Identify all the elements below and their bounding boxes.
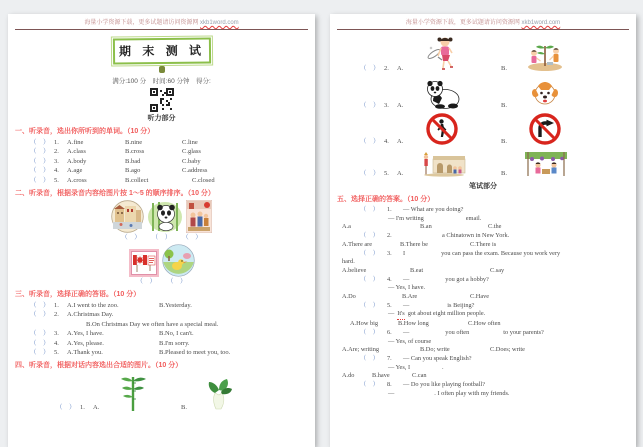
option-a-label: A. bbox=[397, 101, 404, 109]
question-text: you got a hobby? bbox=[445, 275, 489, 283]
option-b: B.cross bbox=[125, 148, 145, 156]
option-a: A.a bbox=[342, 223, 351, 231]
option-a: A.body bbox=[67, 157, 87, 165]
watermark-text: 海量小学资源下载，更多试题请访问资源网 bbox=[405, 20, 520, 26]
option-b: B.ago bbox=[125, 167, 141, 175]
question-line bbox=[360, 250, 636, 259]
answer-paren: （ ） bbox=[167, 278, 187, 286]
question-line bbox=[360, 302, 636, 311]
option-a-label: A. bbox=[397, 137, 404, 145]
question-row bbox=[30, 329, 315, 338]
score-line: 满分:100 分 时间:60 分钟 得分: bbox=[112, 78, 211, 85]
section-4-heading: 四、听录音，根据对话内容选出合适的图片。（10 分） bbox=[15, 362, 183, 370]
question-number: 5. bbox=[384, 169, 389, 177]
watermark bbox=[330, 17, 636, 26]
fill-blank bbox=[408, 250, 438, 259]
picture-option-a bbox=[409, 79, 475, 112]
answer-paren: （ ） bbox=[360, 169, 380, 177]
question-row bbox=[30, 147, 315, 156]
option-b: B.I'm sorry. bbox=[159, 339, 190, 347]
answer-paren: （ ） bbox=[30, 302, 50, 310]
option-b-line: B.On Christmas Day we often have a special meal. bbox=[86, 320, 219, 328]
picture-option-b bbox=[515, 113, 575, 148]
option-a: A.fine bbox=[67, 139, 84, 146]
panda-image bbox=[423, 79, 461, 109]
option-a: A.Do bbox=[342, 293, 356, 301]
picture-question-row bbox=[360, 112, 636, 148]
family-scene-image bbox=[186, 200, 212, 233]
picture-option-a bbox=[409, 34, 475, 75]
option-c: C.line bbox=[182, 139, 198, 146]
option-a: A.Are; writing bbox=[342, 346, 380, 354]
answer-paren: （ ） bbox=[360, 301, 379, 309]
picture-option-a bbox=[105, 373, 163, 414]
option-b: B.Pleased to meet you, too. bbox=[159, 349, 231, 357]
village-scene-image bbox=[421, 151, 467, 177]
option-b: B.have bbox=[372, 372, 390, 380]
no-pedestrian-sign-image bbox=[426, 113, 458, 145]
option-b: B.bad bbox=[125, 157, 141, 165]
answer-paren: （ ） bbox=[360, 101, 380, 109]
written-part-label: 笔试部分 bbox=[469, 183, 497, 190]
question-number: 2. bbox=[384, 64, 389, 72]
fill-blank bbox=[397, 390, 431, 399]
answer-paren: （ ） bbox=[151, 234, 172, 242]
answer-paren: （ ） bbox=[30, 176, 50, 184]
answer-paren: （ ） bbox=[30, 330, 50, 338]
reply-text: email. bbox=[465, 214, 482, 222]
fill-blank bbox=[427, 215, 463, 224]
option-a: A.age bbox=[67, 167, 83, 175]
question-text: I bbox=[403, 249, 406, 257]
question-text: a Chinatown in New York. bbox=[442, 232, 510, 240]
grape-trellis-image bbox=[524, 151, 568, 177]
bamboo-image bbox=[120, 373, 148, 411]
reply-line bbox=[388, 310, 636, 320]
question-number: 3. bbox=[387, 249, 392, 257]
options-line bbox=[350, 320, 636, 329]
canada-flag-image bbox=[129, 249, 159, 277]
question-number: 3. bbox=[54, 157, 59, 165]
reply-line bbox=[388, 215, 636, 224]
fill-blank bbox=[412, 329, 442, 338]
option-b-label: B. bbox=[501, 64, 507, 72]
question-text: — Do you like playing football? bbox=[403, 381, 486, 389]
answer-paren: （ ） bbox=[360, 64, 380, 72]
option-b: B.collect bbox=[125, 176, 149, 184]
answer-paren: （ ） bbox=[182, 234, 202, 242]
question-number: 2. bbox=[54, 311, 59, 319]
question-number: 6. bbox=[387, 328, 392, 336]
fill-blank bbox=[403, 232, 439, 241]
answer-paren: （ ） bbox=[121, 234, 141, 242]
question-number: 4. bbox=[54, 167, 59, 175]
test-paper-page-2 bbox=[330, 14, 636, 447]
watermark bbox=[8, 17, 315, 26]
question-text: to your parents? bbox=[503, 328, 544, 336]
option-a: A.cross bbox=[67, 176, 87, 184]
answer-paren: （ ） bbox=[360, 275, 379, 283]
reply-text: — I'm writing bbox=[388, 214, 424, 222]
reply-text: — Yes, I bbox=[388, 363, 411, 371]
question-number: 5. bbox=[54, 349, 59, 357]
option-b-label: B. bbox=[501, 169, 507, 177]
question-row bbox=[30, 138, 315, 147]
picture-row bbox=[8, 244, 315, 277]
question-line bbox=[360, 276, 636, 285]
answer-paren: （ ） bbox=[30, 339, 50, 347]
option-a: A.do bbox=[342, 372, 355, 380]
answer-paren: （ ） bbox=[30, 157, 50, 165]
answer-paren: （ ） bbox=[360, 137, 380, 145]
option-c: C.How often bbox=[468, 320, 501, 328]
question-row bbox=[30, 310, 315, 319]
options-line bbox=[342, 267, 636, 276]
options-line bbox=[342, 241, 636, 250]
answer-paren: （ ） bbox=[136, 278, 156, 286]
answer-parens-row bbox=[8, 278, 315, 286]
answer-paren: （ ） bbox=[30, 349, 50, 357]
question-line bbox=[360, 355, 636, 364]
answer-paren: （ ） bbox=[360, 354, 379, 362]
fill-blank bbox=[413, 364, 439, 373]
option-b: B.Yesterday. bbox=[159, 302, 192, 310]
answer-paren: （ ） bbox=[360, 249, 379, 257]
section-5-heading: 五、选择正确的答案。（10 分） bbox=[337, 196, 435, 203]
fill-blank bbox=[472, 329, 500, 338]
reply-text: . bbox=[442, 363, 444, 371]
answer-paren: （ ） bbox=[30, 139, 50, 146]
options-line bbox=[342, 223, 636, 232]
reply-text: got about eight million people. bbox=[407, 310, 486, 318]
header-divider bbox=[15, 29, 308, 30]
picture-option-a bbox=[409, 151, 479, 180]
section-3-heading: 三、听录音，选择正确的答语。（10 分） bbox=[15, 291, 141, 299]
option-a: A.Yes, I have. bbox=[67, 330, 104, 338]
reply-text: . I often play with my friends. bbox=[434, 389, 510, 397]
picture-option-a bbox=[409, 113, 475, 148]
option-b: B.Are bbox=[402, 293, 418, 301]
question-line bbox=[360, 329, 636, 338]
option-b: B.eat bbox=[410, 266, 424, 274]
fill-blank bbox=[412, 276, 442, 285]
question-number: 3. bbox=[384, 101, 389, 109]
picture-question-row bbox=[360, 35, 636, 75]
answer-paren: （ ） bbox=[30, 311, 50, 319]
question-number: 1. bbox=[80, 404, 85, 412]
option-b-label: B. bbox=[501, 101, 507, 109]
question-text: — bbox=[403, 275, 410, 283]
option-c: C.glass bbox=[182, 148, 201, 156]
picture-option-b bbox=[515, 81, 575, 112]
question-number: 1. bbox=[54, 139, 59, 146]
answer-paren: （ ） bbox=[360, 232, 379, 240]
question-row bbox=[30, 301, 315, 310]
question-number: 2. bbox=[387, 232, 392, 240]
question-wrap-line: hard. bbox=[342, 258, 355, 266]
option-b: B.Do; write bbox=[420, 346, 450, 354]
picture-option-b bbox=[515, 151, 577, 180]
question-row bbox=[30, 176, 315, 185]
question-row bbox=[30, 348, 315, 357]
watermark-domain: xkb1word.com bbox=[200, 20, 239, 26]
reply-line bbox=[388, 390, 636, 399]
picture-option-b bbox=[515, 38, 575, 75]
option-c: C.There is bbox=[470, 240, 497, 248]
option-c: C.Have bbox=[470, 293, 490, 301]
question-number: 7. bbox=[387, 354, 392, 362]
option-b-label: B. bbox=[181, 404, 187, 412]
option-a: A.I went to the zoo. bbox=[67, 302, 119, 310]
question-number: 8. bbox=[387, 381, 392, 389]
answer-paren: （ ） bbox=[30, 167, 50, 175]
option-a: A.class bbox=[67, 148, 86, 156]
option-a: A.Thank you. bbox=[67, 349, 103, 357]
question-text: — What are you doing? bbox=[403, 206, 464, 213]
option-a: A.Christmas Day. bbox=[67, 311, 114, 319]
option-a-label: A. bbox=[397, 169, 404, 177]
panda-bamboo-image bbox=[147, 201, 183, 233]
option-c: C.say bbox=[490, 266, 505, 274]
question-line bbox=[360, 206, 636, 215]
option-c: C.baby bbox=[182, 157, 201, 165]
answer-paren: （ ） bbox=[56, 404, 76, 412]
option-a-label: A. bbox=[93, 404, 100, 412]
answer-paren: （ ） bbox=[360, 206, 379, 213]
question-text: you can pass the exam. Because you work very bbox=[441, 249, 561, 257]
option-c: C.Does; write bbox=[490, 346, 525, 354]
question-text: is Beijing? bbox=[447, 301, 475, 309]
question-number: 4. bbox=[384, 137, 389, 145]
question-text: — Can you speak English? bbox=[403, 354, 472, 362]
watermark-text: 海量小学资源下载，更多试题请访问资源网 bbox=[84, 20, 199, 26]
option-a-label: A. bbox=[397, 64, 404, 72]
test-paper-page-1 bbox=[8, 14, 315, 447]
option-a: A.Yes, please. bbox=[67, 339, 104, 347]
question-number: 5. bbox=[54, 176, 59, 184]
no-right-turn-sign-image bbox=[529, 113, 561, 145]
option-b: B.There be bbox=[400, 240, 428, 248]
option-b: B.nine bbox=[125, 139, 143, 146]
picture-option-b bbox=[195, 379, 245, 414]
option-b: B.No, I can't. bbox=[159, 330, 194, 338]
option-c: C.the bbox=[488, 223, 502, 231]
question-line bbox=[360, 232, 636, 241]
option-b: B.an bbox=[420, 223, 432, 231]
header-divider bbox=[337, 29, 629, 30]
section-2-heading: 二、听录音，根据录音内容给图片按 1～5 的顺序排序。（10 分） bbox=[15, 190, 215, 198]
banner-knot-icon bbox=[159, 66, 165, 73]
option-c: C.closed bbox=[192, 176, 215, 184]
option-a: A.believe bbox=[342, 266, 367, 274]
question-text: — bbox=[403, 328, 410, 336]
picture-question-row bbox=[360, 75, 636, 112]
question-number: 1. bbox=[54, 302, 59, 310]
option-c: C.can bbox=[412, 372, 427, 380]
option-b: B.How long bbox=[398, 320, 429, 328]
question-line bbox=[360, 381, 636, 390]
reply-text: — bbox=[388, 389, 395, 397]
picture-question-row bbox=[56, 372, 315, 414]
question-row bbox=[30, 339, 315, 348]
answer-paren: （ ） bbox=[360, 328, 379, 336]
option-b-label: B. bbox=[501, 137, 507, 145]
answer-paren: （ ） bbox=[30, 148, 50, 156]
question-number: 4. bbox=[387, 275, 392, 283]
watermark-domain: xkb1word.com bbox=[521, 20, 561, 26]
girl-badminton-image bbox=[425, 34, 459, 72]
reply-text: — bbox=[388, 310, 395, 318]
tree-planting-image bbox=[525, 38, 565, 72]
answer-paren: （ ） bbox=[360, 381, 379, 389]
fill-blank bbox=[412, 302, 444, 311]
question-number: 3. bbox=[54, 330, 59, 338]
question-number: 2. bbox=[54, 148, 59, 156]
reply-text-underlined: It's bbox=[397, 310, 404, 320]
option-a: A.How big bbox=[350, 320, 378, 328]
picture-row bbox=[8, 200, 315, 233]
options-line bbox=[342, 346, 636, 355]
section-1-heading: 一、听录音，选出你所听到的单词。（10 分） bbox=[15, 128, 155, 135]
reply-line bbox=[388, 364, 636, 373]
option-a: A.There are bbox=[342, 240, 373, 248]
duck-park-image bbox=[162, 244, 195, 277]
answer-parens-row bbox=[8, 234, 315, 242]
question-number: 1. bbox=[387, 206, 392, 213]
option-c: C.address bbox=[182, 167, 208, 175]
question-text: — bbox=[403, 301, 410, 309]
dog-image bbox=[530, 81, 560, 109]
street-scene-image bbox=[111, 200, 144, 233]
qr-code-image bbox=[150, 88, 174, 112]
question-row bbox=[30, 166, 315, 175]
question-text: you often bbox=[445, 328, 470, 336]
reply-line: — Yes, I have. bbox=[388, 284, 426, 292]
options-line bbox=[342, 293, 636, 302]
options-line bbox=[342, 372, 636, 381]
question-row bbox=[30, 157, 315, 166]
question-number: 4. bbox=[54, 339, 59, 347]
reply-line: — Yes, of course bbox=[388, 337, 432, 345]
listening-part-label: 听力部分 bbox=[147, 115, 176, 122]
question-number: 5. bbox=[387, 301, 392, 309]
picture-question-row bbox=[360, 148, 636, 180]
page-title: 期 末 测 试 bbox=[112, 37, 210, 64]
cabbage-image bbox=[207, 379, 233, 411]
